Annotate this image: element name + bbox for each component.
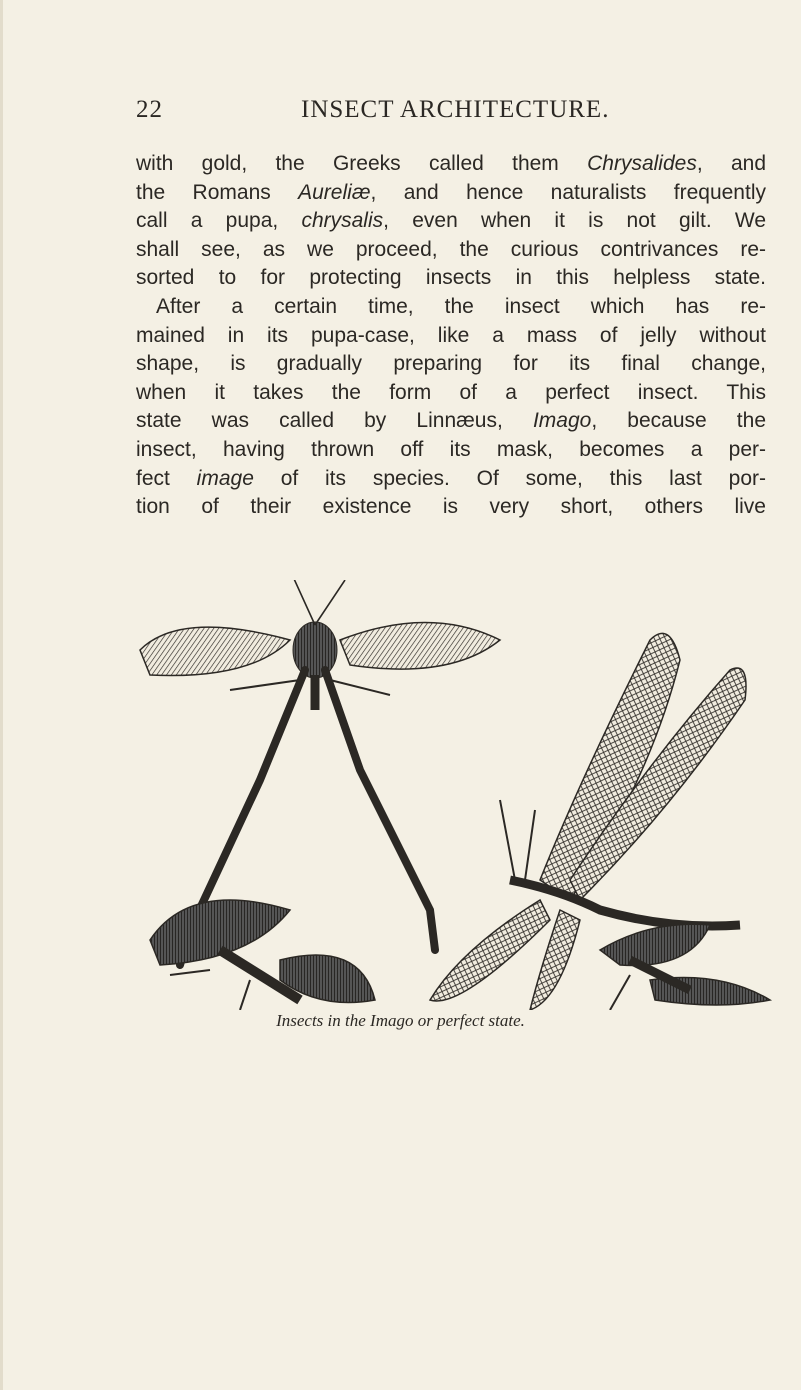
text-line: sorted to for protecting insects in this helpless state. xyxy=(136,266,766,290)
page-edge xyxy=(0,0,3,1390)
insect-bottom-right xyxy=(600,924,770,1010)
text-line: call a pupa, chrysalis, even when it is not gilt. We xyxy=(136,209,767,233)
insect-bottom-left-moth xyxy=(150,900,375,1010)
body-paragraph xyxy=(136,150,766,522)
text-line: the Romans Aureliæ, and hence naturalists frequently xyxy=(136,180,766,204)
text-line: fect image of its species. Of some, this last por- xyxy=(136,466,766,490)
text-line: state was called by Linnæus, Imago, because the xyxy=(136,409,767,433)
page-number: 22 xyxy=(136,96,163,123)
text-line: After a certain time, the insect which has re- xyxy=(156,294,766,318)
running-title: INSECT ARCHITECTURE. xyxy=(301,96,610,123)
text-line: insect, having thrown off its mask, becomes a per- xyxy=(136,437,766,461)
text-line: shape, is gradually preparing for its final change, xyxy=(136,352,766,376)
text-line: tion of their existence is very short, others live xyxy=(136,495,766,519)
text-line: shall see, as we proceed, the curious contrivances re- xyxy=(136,237,766,261)
insects-engraving xyxy=(130,580,780,1010)
text-line: mained in its pupa-case, like a mass of jelly without xyxy=(136,323,766,347)
figure-caption: Insects in the Imago or perfect state. xyxy=(276,1011,525,1030)
text-line: when it takes the form of a perfect insect. This xyxy=(136,380,766,404)
insect-right-lacewing xyxy=(430,633,746,1010)
text-line: with gold, the Greeks called them Chrysalides, and xyxy=(136,152,766,175)
